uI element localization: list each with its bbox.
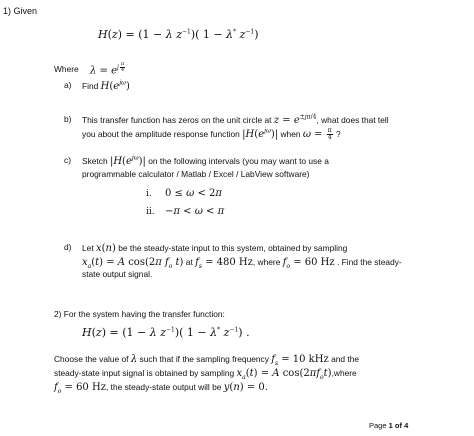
problem-2-heading: 2) For the system having the transfer function: bbox=[54, 309, 225, 319]
part-c-line-1-text: on the following intervals (you may want to use a bbox=[148, 156, 329, 166]
problem-2-line-2: steady-state input signal is obtained by sampling $x_a(t) = A$ $\cos(2\pi f_ot),where$ bbox=[54, 368, 357, 381]
part-b-line-1-text: This transfer function has zeros on the unit circle at bbox=[82, 115, 272, 125]
part-c-letter: c) bbox=[64, 155, 71, 165]
problem-2-line-3-text: , the steady-state output will be bbox=[105, 382, 222, 392]
part-c-sketch-word: Sketch bbox=[82, 156, 108, 166]
interval-ii-expr: −π < ω < π bbox=[165, 206, 225, 217]
page-indicator bbox=[369, 421, 408, 430]
part-a-text: Find $H(e^{j\omega})$ bbox=[82, 79, 130, 92]
part-d-line-3: state output signal. bbox=[82, 269, 153, 279]
part-b-letter: b) bbox=[64, 114, 72, 124]
page-label: Page bbox=[369, 421, 387, 430]
lambda-definition: $\lambda = e^{j \frac{\pi}{4}}$ bbox=[90, 61, 125, 77]
part-b-line-2: you about the amplitude response function $|H(e^{j\omega})|$ when ω = $\frac{\pi}{4}$ ? bbox=[82, 127, 341, 141]
part-b-line-1: This transfer function has zeros on the unit circle at $z = e^{\pm j\pi/4}$, what does that tell bbox=[82, 113, 389, 126]
problem-2-line-1: Choose the value of λ such that if the sampling frequency $f_s = 10$ kHz and the bbox=[54, 354, 360, 367]
part-d-letter: d) bbox=[64, 242, 72, 252]
part-b-line-1-tail: , what does that tell bbox=[316, 115, 389, 125]
problem-1-heading: 1) Given bbox=[3, 6, 38, 16]
problem-2-line-3: $f_o = 60$ Hz, the steady-state output will be y(n) = 0. bbox=[54, 382, 268, 395]
transfer-function-1: H(z) = (1 − λ $z^{-1}$)( 1 − λ* $z^{-1}$) bbox=[98, 28, 259, 41]
part-b-line-2-text: you about the amplitude response function bbox=[82, 129, 240, 139]
page-of: of bbox=[394, 421, 402, 430]
problem-2-line-2-text: steady-state input signal is obtained by sampling bbox=[54, 368, 235, 378]
part-d-let-word: Let bbox=[82, 243, 94, 253]
part-c-line-2: programmable calculator / Matlab / Excel / LabView software) bbox=[82, 169, 310, 179]
transfer-function-2: H(z) = (1 − λ $z^{-1}$)( 1 − λ* $z^{-1}$) . bbox=[82, 326, 250, 339]
part-d-line-1: Let x(n) be the steady-state input to this system, obtained by sampling bbox=[82, 243, 348, 254]
part-b-line-2-when: when bbox=[280, 129, 301, 139]
part-d-line-2: $x_a(t) = A$ cos(2π $f_o$ t) at $f_s = 480$ Hz, where $f_o = 60$ Hz . Find the steady- bbox=[82, 257, 402, 270]
part-b-question-mark: ? bbox=[336, 129, 341, 139]
part-a-letter: a) bbox=[64, 80, 72, 90]
problem-2-line-1-text: Choose the value of bbox=[54, 354, 129, 364]
where-label: Where bbox=[54, 64, 79, 74]
interval-i-label: i. bbox=[146, 189, 152, 199]
part-d-line-2-text: . Find the steady- bbox=[337, 257, 402, 267]
interval-i-expr: 0 ≤ ω < 2π bbox=[165, 188, 222, 199]
interval-ii-label: ii. bbox=[146, 207, 155, 217]
part-d-line-1-text: be the steady-state input to this system, obtained by sampling bbox=[118, 243, 348, 253]
part-d-where-word: , where bbox=[252, 257, 281, 267]
page-total: 4 bbox=[404, 421, 409, 430]
part-d-at-word: at bbox=[185, 257, 193, 267]
page-number: 1 bbox=[388, 421, 393, 430]
part-c-line-1: Sketch $|H(e^{j\omega})|$ on the following intervals (you may want to use a bbox=[82, 154, 329, 167]
problem-2-line-2-tail: ,where bbox=[331, 368, 357, 378]
problem-2-line-1-tail: and the bbox=[331, 354, 360, 364]
problem-2-line-1-mid: such that if the sampling frequency bbox=[139, 354, 269, 364]
